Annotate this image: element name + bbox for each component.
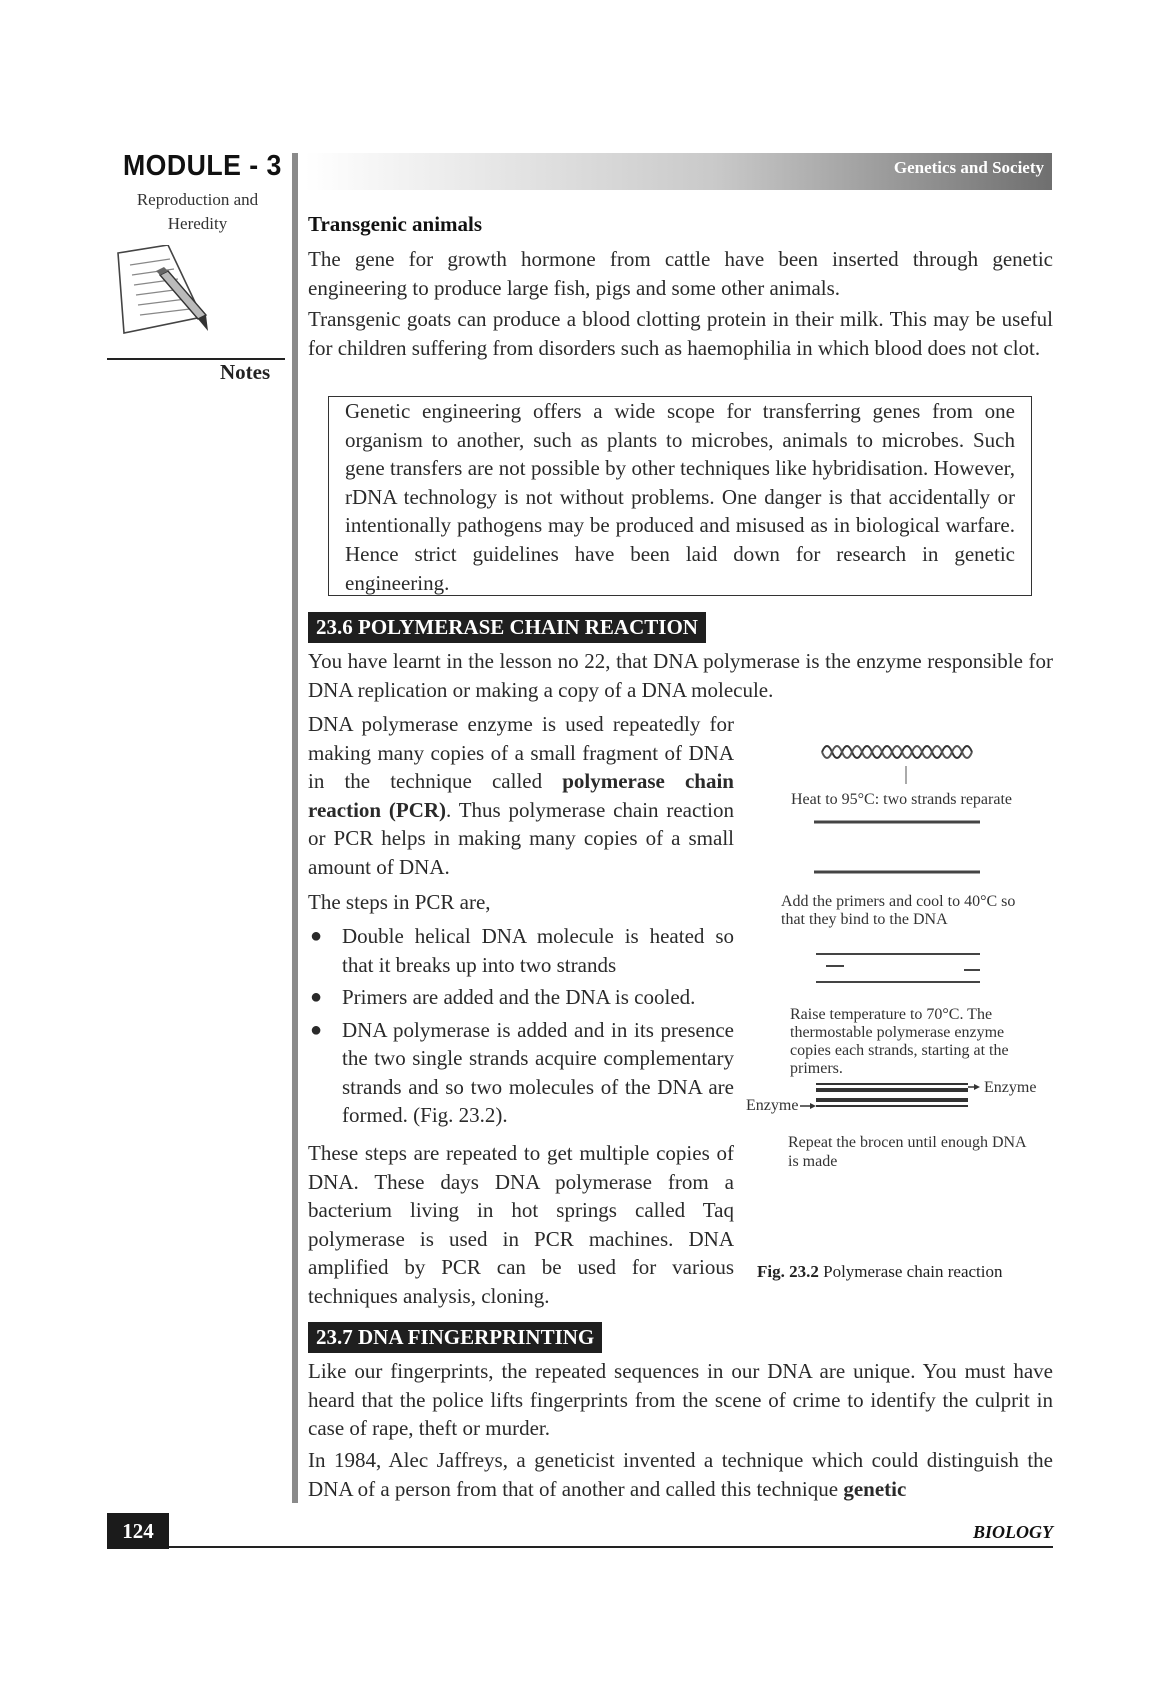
notepad-pencil-icon xyxy=(110,245,220,345)
pcr-para-2: These steps are repeated to get multiple copies of DNA. These days DNA polymerase from a bacterium living in hot springs called Taq polymerase is used in PCR machines. DNA amplified by PCR can be used for various techniques analysis, cloning. xyxy=(308,1141,734,1308)
pcr-steps-intro: The steps in PCR are, xyxy=(308,890,491,914)
fig-step-3-line-1: Raise temperature to 70°C. The xyxy=(790,1006,993,1023)
transgenic-heading: Transgenic animals xyxy=(308,212,483,236)
fig-step-4-line-2: is made xyxy=(788,1153,838,1170)
module-title: MODULE - 3 xyxy=(123,150,282,182)
fingerprint-para-2 xyxy=(308,1446,1053,1503)
pcr-para-1 xyxy=(308,710,734,881)
figure-caption-text: Polymerase chain reaction xyxy=(823,1262,1003,1281)
pcr-para-1-text-b: . Thus polymerase chain reaction or PCR helps in making many copies of a small amount of DNA. xyxy=(308,797,734,879)
fig-step-4-line-1: Repeat the brocen until enough DNA xyxy=(788,1134,1027,1151)
transgenic-para-1: The gene for growth hormone from cattle have been inserted through genetic engineering to produce large fish, pigs and some other animals. xyxy=(308,247,1053,300)
fingerprint-para-2-text: In 1984, Alec Jaffreys, a geneticist invented a technique which could distinguish the DNA of a person from that of another and called this technique xyxy=(308,1448,1053,1501)
fingerprint-heading-block xyxy=(308,1322,602,1352)
fig-step-3-line-2: thermostable polymerase enzyme xyxy=(790,1024,1005,1041)
page-number: 124 xyxy=(107,1513,169,1549)
bullet-text: Primers are added and the DNA is cooled. xyxy=(342,985,696,1009)
fig-step-1: Heat to 95°C: two strands reparate xyxy=(791,791,1012,808)
list-item: ● Double helical DNA molecule is heated so that it breaks up into two strands xyxy=(310,924,734,977)
list-item: ● DNA polymerase is added and in its presence the two single strands acquire complementary strands and so two molecules of the DNA are formed. (Fig. 23.2). xyxy=(310,1017,734,1127)
pcr-para-1-text-a: DNA polymerase enzyme is used repeatedly for making many copies of a small fragment of DNA in the technique called xyxy=(308,712,734,793)
fig-step-3-line-4: primers. xyxy=(790,1060,843,1077)
footer-rule xyxy=(169,1546,1053,1548)
fingerprint-heading: 23.7 DNA FINGERPRINTING xyxy=(308,1322,602,1353)
pcr-intro: You have learnt in the lesson no 22, that DNA polymerase is the enzyme responsible for DNA replication or making a copy of a DNA molecule. xyxy=(308,649,1053,702)
pcr-heading: 23.6 POLYMERASE CHAIN REACTION xyxy=(308,612,706,643)
figure-caption-label: Fig. 23.2 xyxy=(757,1262,819,1281)
genetic-engineering-box xyxy=(328,396,1032,596)
margin-rule xyxy=(292,153,298,1503)
fig-step-3-line-3: copies each strands, starting at the xyxy=(790,1042,1009,1059)
header-band xyxy=(305,153,1052,190)
figure-caption xyxy=(757,1262,1002,1282)
fingerprint-bold-term: genetic xyxy=(843,1476,907,1501)
fig-step-2-line-1: Add the primers and cool to 40°C so xyxy=(781,893,1016,910)
pcr-heading-block xyxy=(308,612,706,642)
transgenic-para-2: Transgenic goats can produce a blood clotting protein in their milk. This may be useful for children suffering from disorders such as haemophilia in which blood does not clot. xyxy=(308,307,1053,360)
fingerprint-para-1: Like our fingerprints, the repeated sequences in our DNA are unique. You must have heard that the police lifts fingerprints from the scene of crime to identify the culprit in case of rape, theft or murder. xyxy=(308,1359,1053,1440)
bullet-text: Double helical DNA molecule is heated so that it breaks up into two strands xyxy=(342,924,734,977)
header-title: Genetics and Society xyxy=(893,158,1044,177)
list-item: ● Primers are added and the DNA is cooled. xyxy=(310,985,696,1009)
module-subtitle: Reproduction and Heredity xyxy=(136,190,259,233)
pcr-term-bold: polymerase chain reaction (PCR) xyxy=(308,769,734,822)
bullet-text: DNA polymerase is added and in its presence the two single strands acquire complementary strands and so two molecules of the DNA are formed. (Fig. 23.2). xyxy=(342,1017,734,1127)
dna-helix xyxy=(822,746,972,758)
pcr-figure xyxy=(744,722,1054,1192)
enzyme-label-right: Enzyme xyxy=(984,1079,1037,1096)
notes-label: Notes xyxy=(220,360,271,384)
pcr-steps-list xyxy=(308,922,734,1130)
fig-step-2-line-2: that they bind to the DNA xyxy=(781,911,948,928)
enzyme-label-left: Enzyme xyxy=(746,1097,799,1114)
box-text: Genetic engineering offers a wide scope for transferring genes from one organism to another, such as plants to microbes, animals to microbes. Such gene transfers are not possible by other techniques like hybridisation. However, rDNA technology is not without problems. One danger is that accidentally or intentionally pathogens may be produced and misused as in biological warfare. Hence strict guidelines have been laid down for research in genetic engineering. xyxy=(345,399,1015,595)
footer-subject: BIOLOGY xyxy=(973,1522,1053,1542)
